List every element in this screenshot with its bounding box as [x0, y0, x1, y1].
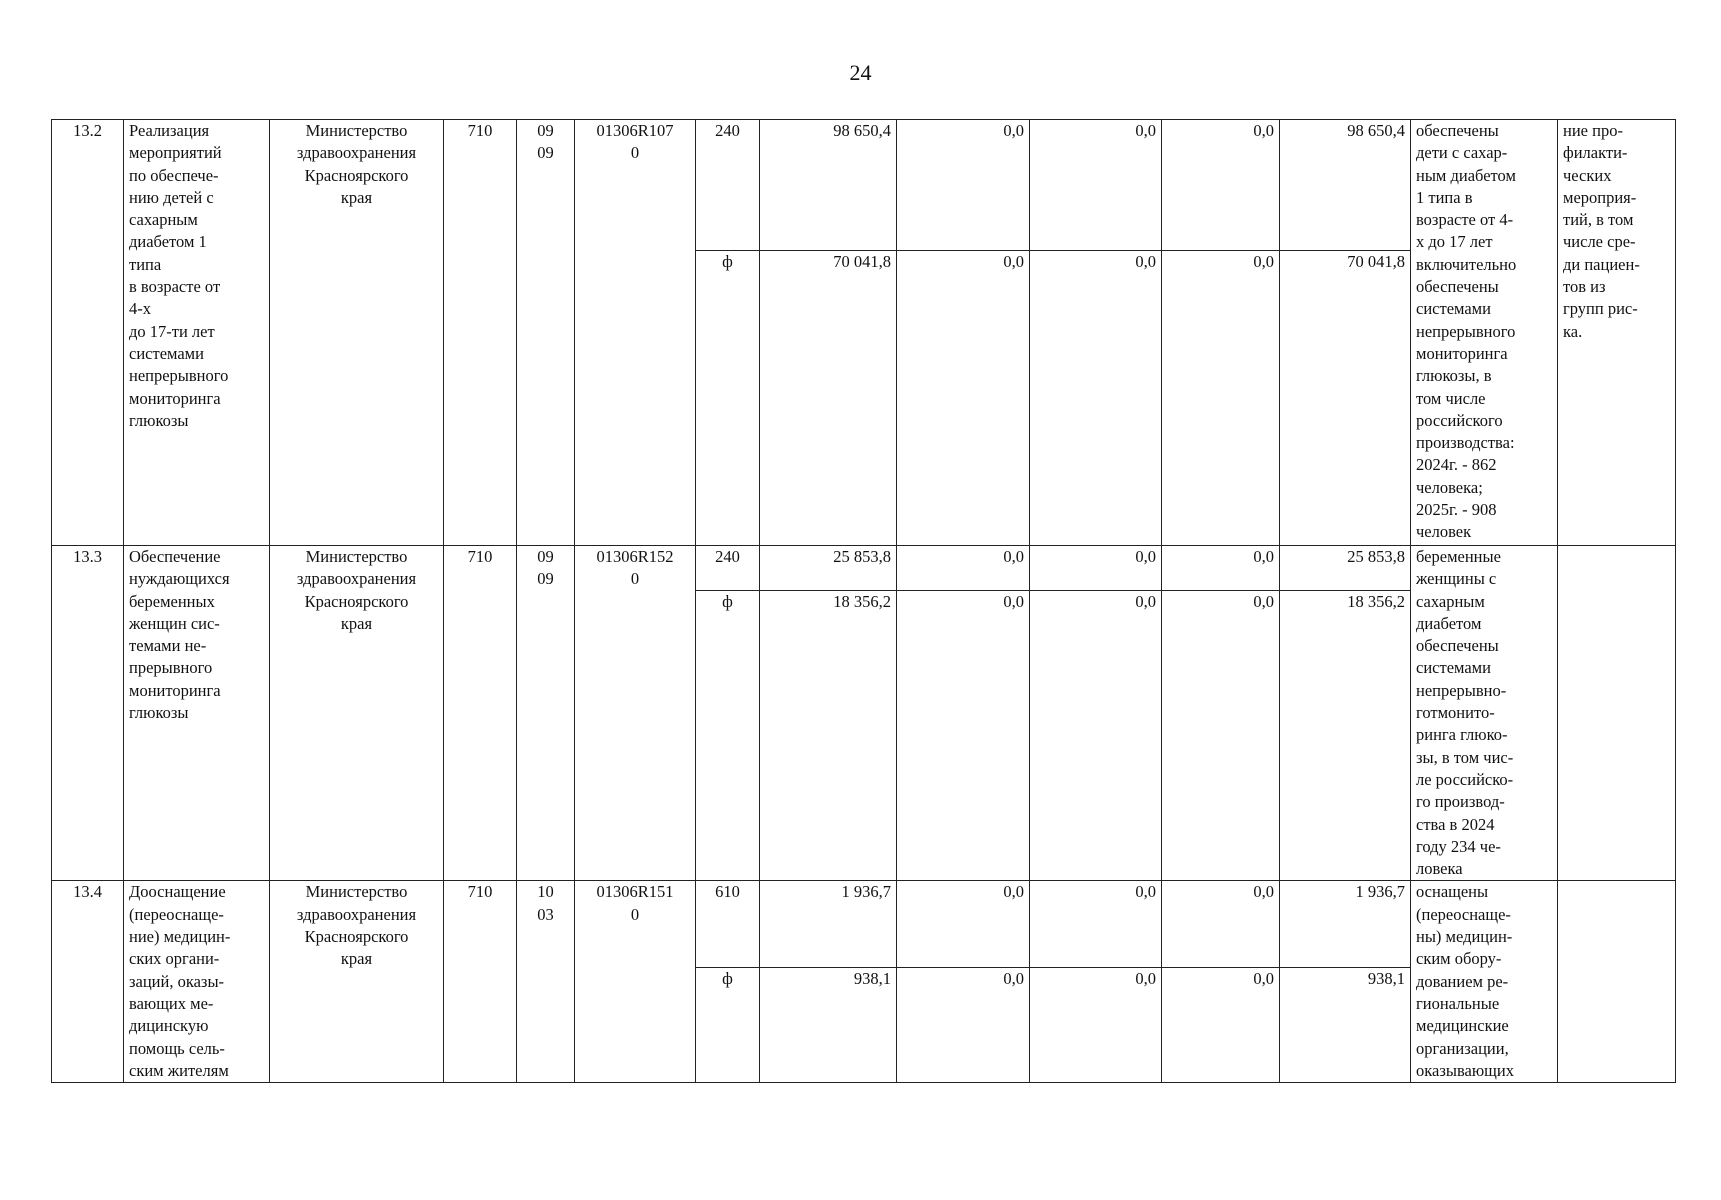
- amount-year-1: 0,0: [897, 591, 1030, 881]
- amount-sum: 1 936,7: [1280, 881, 1411, 968]
- amount-year-2: 0,0: [1030, 881, 1162, 968]
- csr-code: 01306R152 0: [575, 546, 696, 881]
- rzpr-code: 10 03: [517, 881, 575, 1083]
- vr-code: 240: [696, 546, 760, 591]
- amount-year-3: 0,0: [1162, 546, 1280, 591]
- amount-sum: 938,1: [1280, 968, 1411, 1083]
- vr-code: 610: [696, 881, 760, 968]
- amount-sum: 70 041,8: [1280, 251, 1411, 546]
- executor: Министерство здравоохранения Красноярского края: [270, 546, 444, 881]
- measure-name: Дооснащение (переоснаще- ние) медицин- ских органи- заций, оказы- вающих ме- дицинскую помощь сель- ским жителям: [124, 881, 270, 1083]
- executor: Министерство здравоохранения Красноярского края: [270, 881, 444, 1083]
- note: [1558, 881, 1676, 1083]
- amount-sum: 98 650,4: [1280, 120, 1411, 251]
- expected-result: обеспечены дети с сахар- ным диабетом 1 типа в возрасте от 4- х до 17 лет включительно обеспечены системами непрерывного мониторинга глюкозы, в том числе российского производства: 2024г. - 862 человека; 2025г. - 908 человек: [1411, 120, 1558, 546]
- grbs-code: 710: [444, 546, 517, 881]
- amount-year-3: 0,0: [1162, 881, 1280, 968]
- table-row: [52, 881, 1676, 968]
- note: ние про- филакти- ческих мероприя- тий, в том числе сре- ди пациен- тов из групп рис- ка.: [1558, 120, 1676, 546]
- amount-year-3: 0,0: [1162, 968, 1280, 1083]
- measure-name: Реализация мероприятий по обеспече- нию детей с сахарным диабетом 1 типа в возрасте от 4-х до 17-ти лет системами непрерывного мониторинга глюкозы: [124, 120, 270, 546]
- page-number: 24: [849, 60, 872, 85]
- row-id: 13.3: [52, 546, 124, 881]
- table-row: [52, 546, 1676, 591]
- amount-year-3: 0,0: [1162, 591, 1280, 881]
- amount-total: 98 650,4: [760, 120, 897, 251]
- grbs-code: 710: [444, 881, 517, 1083]
- table-row: [52, 120, 1676, 251]
- amount-total: 70 041,8: [760, 251, 897, 546]
- expected-result: оснащены (переоснаще- ны) медицин- ским обору- дованием ре- гиональные медицинские организации, оказывающих: [1411, 881, 1558, 1083]
- amount-year-2: 0,0: [1030, 968, 1162, 1083]
- vr-code: ф: [696, 968, 760, 1083]
- executor: Министерство здравоохранения Красноярского края: [270, 120, 444, 546]
- csr-code: 01306R151 0: [575, 881, 696, 1083]
- amount-total: 1 936,7: [760, 881, 897, 968]
- expected-result: беременные женщины с сахарным диабетом обеспечены системами непрерывно- готмонито- ринга глюко- зы, в том чис- ле российско- го производ- ства в 2024 году 234 че- ловека: [1411, 546, 1558, 881]
- amount-year-1: 0,0: [897, 881, 1030, 968]
- measure-name: Обеспечение нуждающихся беременных женщин сис- темами не- прерывного мониторинга глюкозы: [124, 546, 270, 881]
- vr-code: ф: [696, 251, 760, 546]
- amount-year-3: 0,0: [1162, 120, 1280, 251]
- amount-year-2: 0,0: [1030, 251, 1162, 546]
- amount-year-2: 0,0: [1030, 120, 1162, 251]
- rzpr-code: 09 09: [517, 546, 575, 881]
- amount-sum: 25 853,8: [1280, 546, 1411, 591]
- budget-table: [51, 119, 1676, 1083]
- grbs-code: 710: [444, 120, 517, 546]
- amount-total: 938,1: [760, 968, 897, 1083]
- amount-total: 18 356,2: [760, 591, 897, 881]
- row-id: 13.4: [52, 881, 124, 1083]
- amount-year-2: 0,0: [1030, 546, 1162, 591]
- amount-year-2: 0,0: [1030, 591, 1162, 881]
- amount-year-1: 0,0: [897, 120, 1030, 251]
- amount-year-1: 0,0: [897, 968, 1030, 1083]
- row-id: 13.2: [52, 120, 124, 546]
- amount-year-3: 0,0: [1162, 251, 1280, 546]
- amount-year-1: 0,0: [897, 546, 1030, 591]
- csr-code: 01306R107 0: [575, 120, 696, 546]
- vr-code: ф: [696, 591, 760, 881]
- amount-year-1: 0,0: [897, 251, 1030, 546]
- rzpr-code: 09 09: [517, 120, 575, 546]
- note: [1558, 546, 1676, 881]
- amount-total: 25 853,8: [760, 546, 897, 591]
- amount-sum: 18 356,2: [1280, 591, 1411, 881]
- vr-code: 240: [696, 120, 760, 251]
